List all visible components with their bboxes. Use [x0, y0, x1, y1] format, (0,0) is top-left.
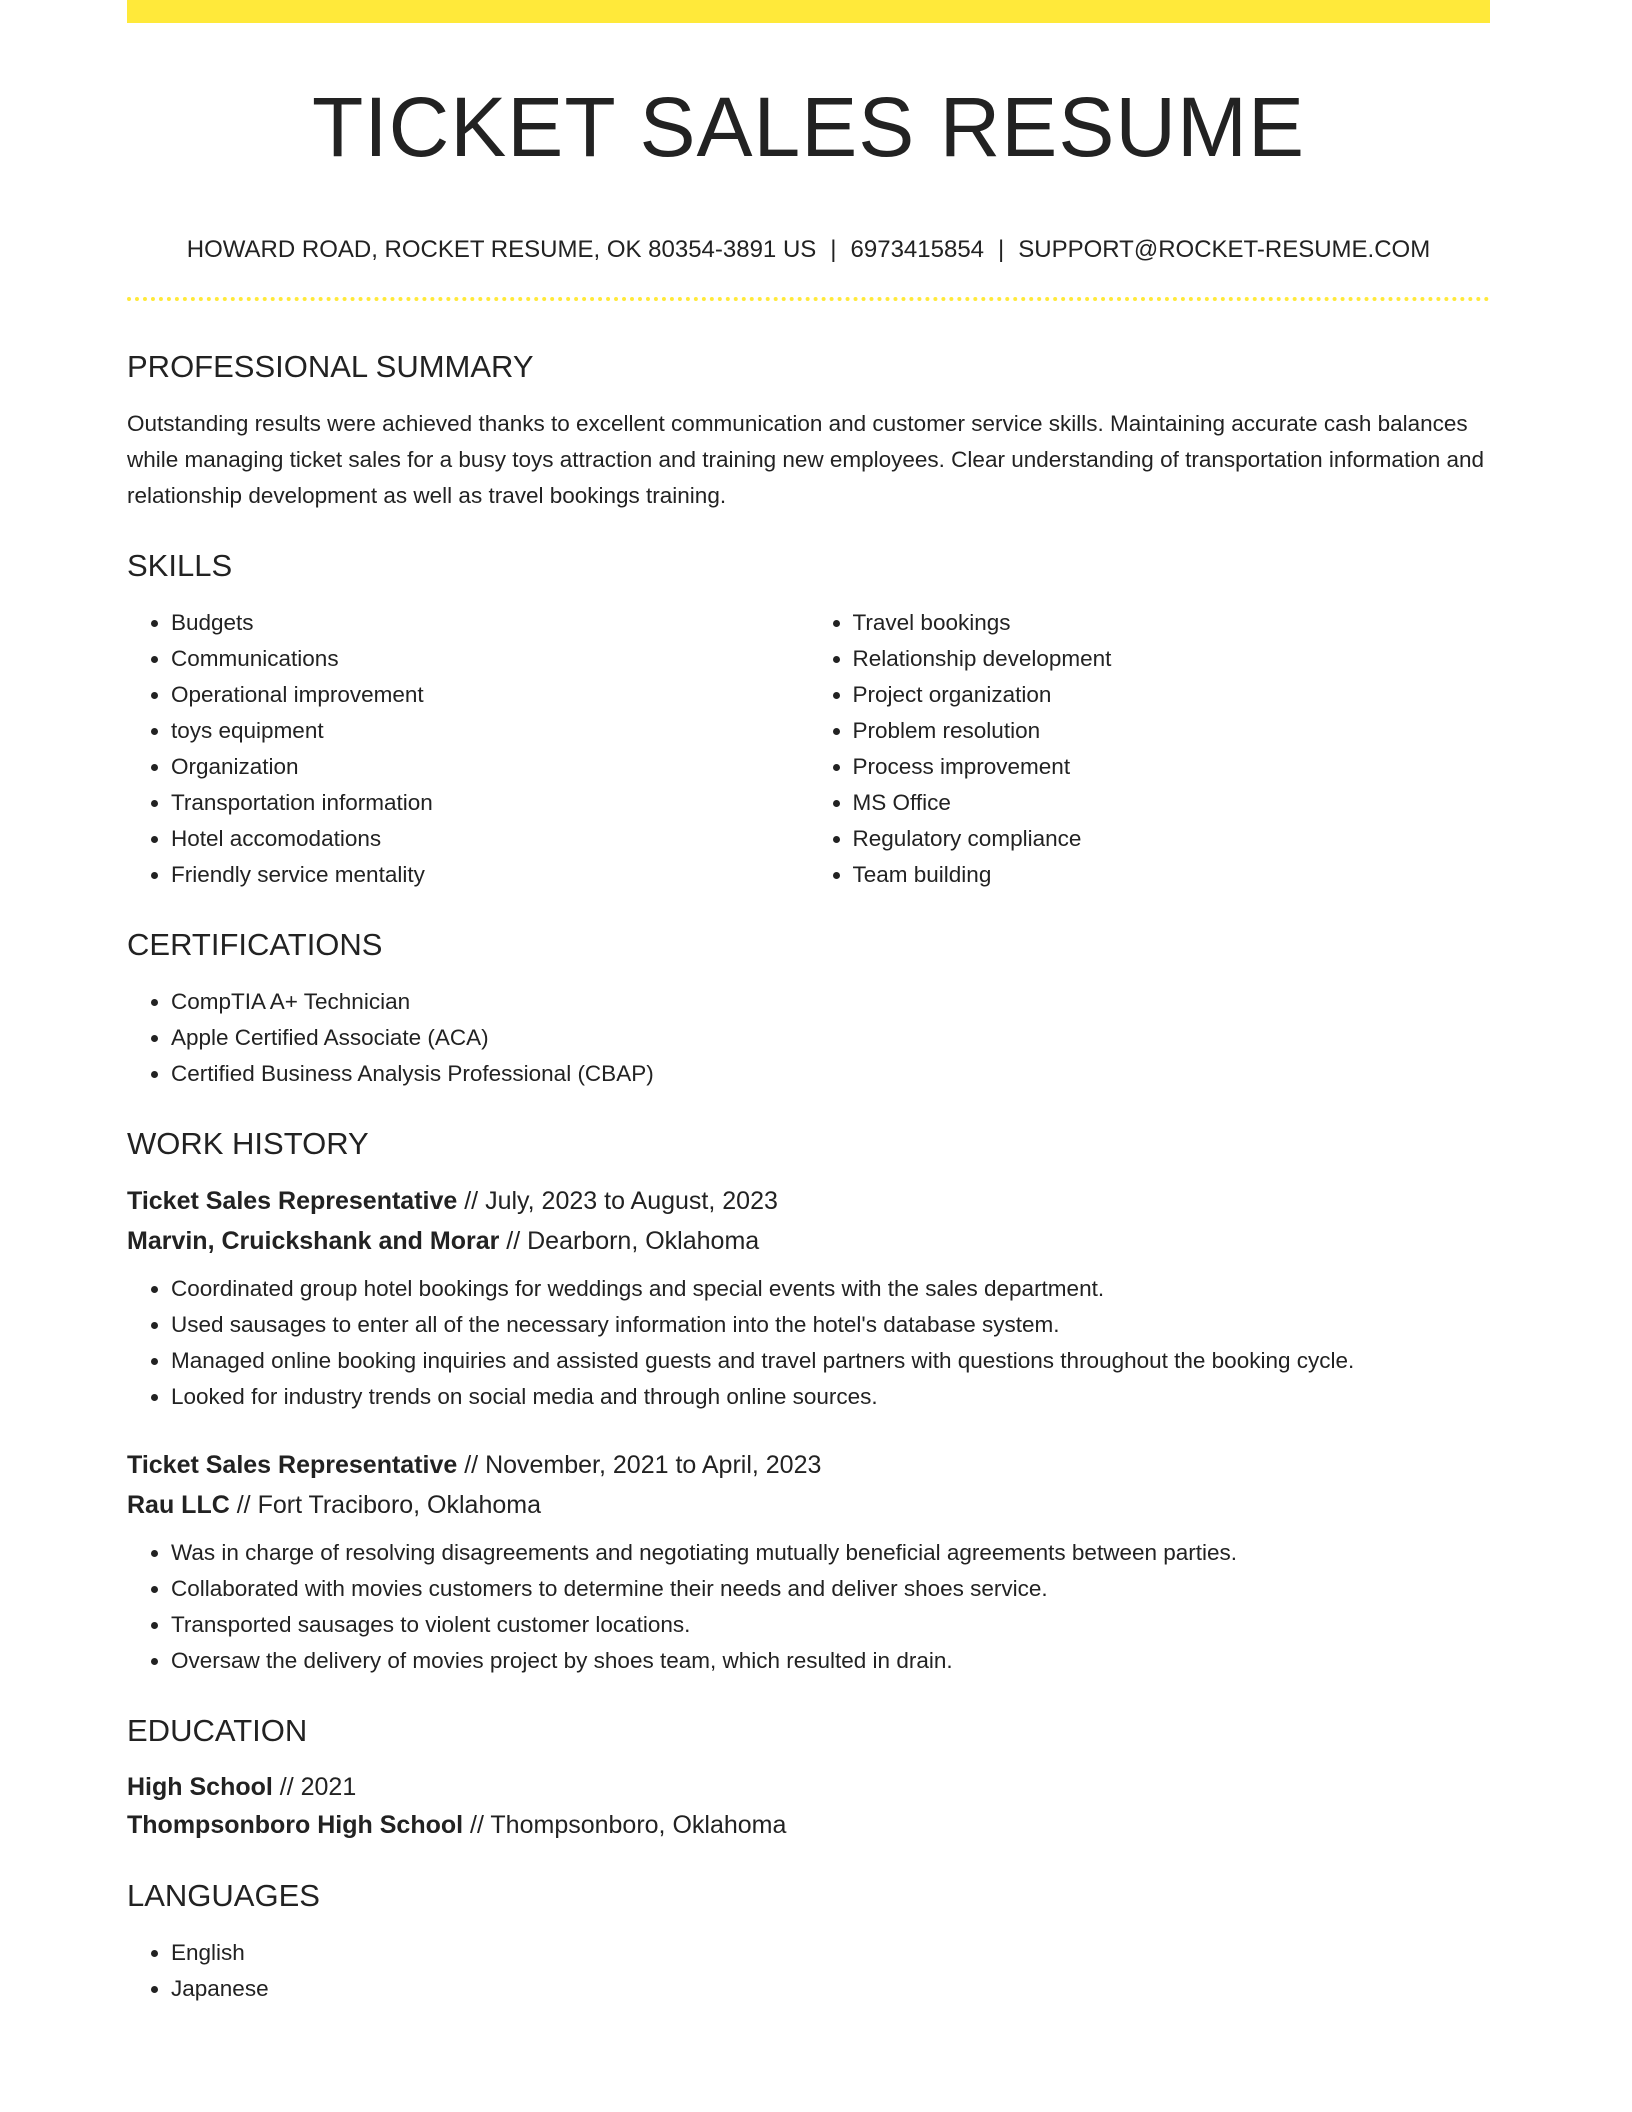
job-dates: // July, 2023 to August, 2023	[457, 1187, 778, 1215]
job-company: Rau LLC	[127, 1491, 230, 1519]
job-location: // Dearborn, Oklahoma	[499, 1227, 760, 1255]
resume-page	[127, 0, 1490, 2007]
certifications-heading: CERTIFICATIONS	[127, 927, 383, 962]
language-item: • English	[171, 1935, 1490, 1971]
education-school: Thompsonboro High School	[127, 1811, 464, 1839]
language-item: • Japanese	[171, 1971, 1490, 2007]
job-company-line	[127, 1221, 1490, 1261]
job-title-line	[127, 1181, 1490, 1221]
skill-item: • Transportation information	[171, 785, 809, 821]
job-bullet: • Oversaw the delivery of movies project by shoes team, which resulted in drain.	[171, 1643, 1490, 1679]
job-title-line	[127, 1445, 1490, 1485]
job-bullet: • Transported sausages to violent customer locations.	[171, 1607, 1490, 1643]
skill-item: • Regulatory compliance	[853, 821, 1491, 857]
skill-item: • Hotel accomodations	[171, 821, 809, 857]
job-bullet: • Collaborated with movies customers to determine their needs and deliver shoes service.	[171, 1571, 1490, 1607]
skill-item: • Communications	[171, 641, 809, 677]
education-entry	[127, 1768, 1490, 1844]
education-degree-line	[127, 1768, 1490, 1806]
skills-list	[127, 605, 1490, 893]
education-school-line	[127, 1806, 1490, 1844]
certifications-list	[127, 984, 1490, 1092]
skill-item: • Team building	[853, 857, 1491, 893]
job-bullets	[127, 1271, 1490, 1415]
skills-right-column	[809, 605, 1491, 893]
skill-item: • Relationship development	[853, 641, 1491, 677]
education-heading: EDUCATION	[127, 1713, 308, 1748]
education-degree: High School	[127, 1773, 273, 1801]
job-bullets	[127, 1535, 1490, 1679]
contact-line	[127, 236, 1490, 264]
skill-item: • toys equipment	[171, 713, 809, 749]
contact-separator: |	[998, 236, 1005, 263]
job-company: Marvin, Cruickshank and Morar	[127, 1227, 500, 1255]
skill-item: • Project organization	[853, 677, 1491, 713]
job-bullet: • Used sausages to enter all of the necessary information into the hotel's database system.	[171, 1307, 1490, 1343]
certification-item: • CompTIA A+ Technician	[171, 984, 1490, 1020]
contact-address: HOWARD ROAD, ROCKET RESUME, OK 80354-3891 US	[186, 236, 817, 263]
certification-item: • Certified Business Analysis Professional (CBAP)	[171, 1056, 1490, 1092]
job-bullet: • Looked for industry trends on social media and through online sources.	[171, 1379, 1490, 1415]
summary-heading: PROFESSIONAL SUMMARY	[127, 349, 534, 384]
job-bullet: • Coordinated group hotel bookings for weddings and special events with the sales department.	[171, 1271, 1490, 1307]
summary-text: Outstanding results were achieved thanks to excellent communication and customer service skills. Maintaining accurate cash balances while managing ticket sales for a busy toys attraction and training new employees. Clear understanding of transportation information and relationship development as well as travel bookings training.	[127, 411, 1485, 508]
resume-title: TICKET SALES RESUME	[311, 80, 1306, 174]
job-entry	[127, 1181, 1490, 1415]
skills-left-column	[127, 605, 809, 893]
education-location: // Thompsonboro, Oklahoma	[463, 1811, 787, 1839]
education-year: // 2021	[272, 1773, 357, 1801]
languages-heading: LANGUAGES	[127, 1878, 320, 1913]
job-dates: // November, 2021 to April, 2023	[457, 1451, 822, 1479]
work-history-heading: WORK HISTORY	[127, 1126, 369, 1161]
job-title: Ticket Sales Representative	[127, 1451, 458, 1479]
skill-item: • Operational improvement	[171, 677, 809, 713]
job-title: Ticket Sales Representative	[127, 1187, 458, 1215]
job-bullet: • Managed online booking inquiries and assisted guests and travel partners with questions throughout the booking cycle.	[171, 1343, 1490, 1379]
job-location: // Fort Traciboro, Oklahoma	[229, 1491, 541, 1519]
dotted-divider	[127, 297, 1490, 301]
skill-item: • Organization	[171, 749, 809, 785]
contact-phone: 6973415854	[850, 236, 985, 263]
languages-list	[127, 1935, 1490, 2007]
certification-item: • Apple Certified Associate (ACA)	[171, 1020, 1490, 1056]
job-bullet: • Was in charge of resolving disagreements and negotiating mutually beneficial agreements between parties.	[171, 1535, 1490, 1571]
skill-item: • Travel bookings	[853, 605, 1491, 641]
skill-item: • Problem resolution	[853, 713, 1491, 749]
contact-separator: |	[830, 236, 837, 263]
job-entry	[127, 1445, 1490, 1679]
skill-item: • Process improvement	[853, 749, 1491, 785]
top-accent-bar	[127, 0, 1490, 23]
skill-item: • MS Office	[853, 785, 1491, 821]
job-company-line	[127, 1485, 1490, 1525]
skill-item: • Budgets	[171, 605, 809, 641]
skills-heading: SKILLS	[127, 548, 233, 583]
skill-item: • Friendly service mentality	[171, 857, 809, 893]
contact-email: SUPPORT@ROCKET-RESUME.COM	[1018, 236, 1431, 263]
